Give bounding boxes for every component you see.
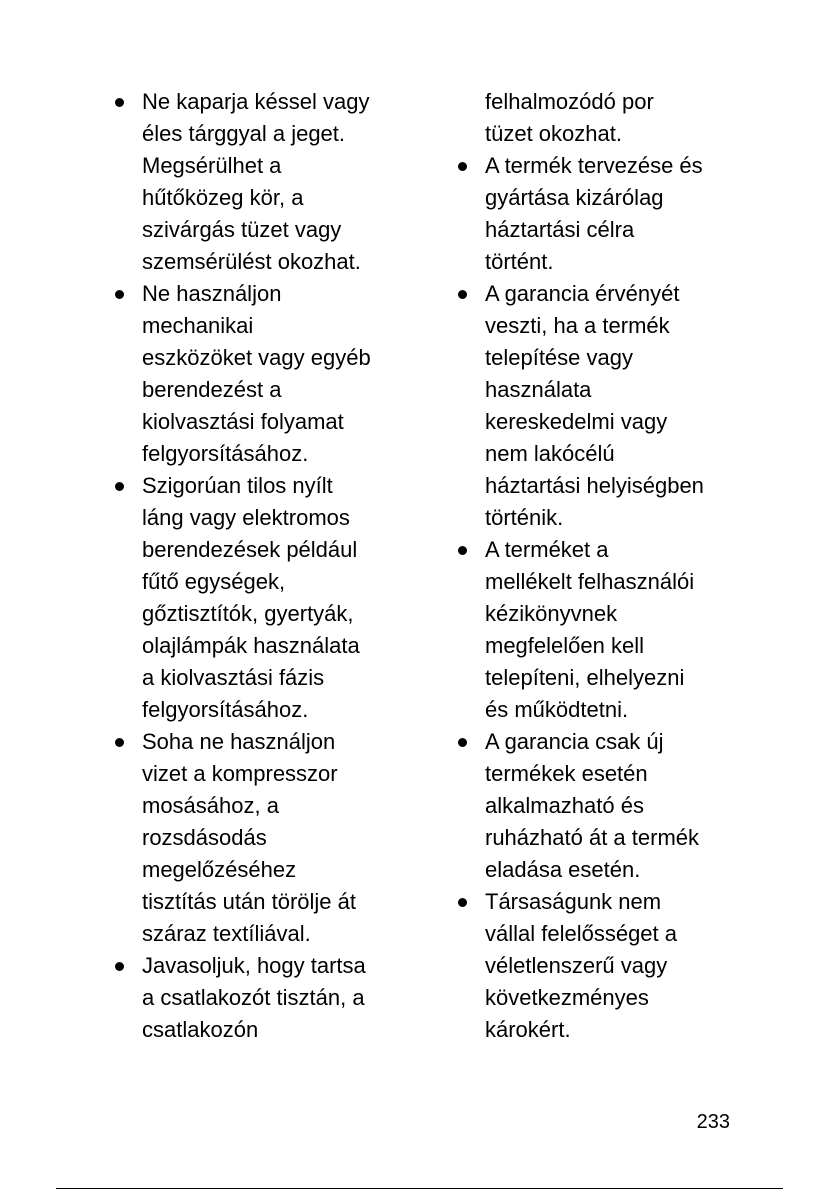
line: Soha ne használjon bbox=[142, 729, 336, 754]
line: A garancia érvényét bbox=[485, 281, 680, 306]
left-column bbox=[112, 86, 402, 1046]
line: következményes bbox=[485, 985, 649, 1010]
left-bullet-list bbox=[112, 86, 402, 1046]
line: megelőzéséhez bbox=[142, 857, 297, 882]
line: háztartási célra bbox=[485, 217, 635, 242]
right-column bbox=[455, 86, 755, 1046]
line: veszti, ha a termék bbox=[485, 313, 670, 338]
line: háztartási helyiségben bbox=[485, 473, 704, 498]
line: alkalmazható és bbox=[485, 793, 644, 818]
line: történt. bbox=[485, 249, 554, 274]
line: megfelelően kell bbox=[485, 633, 644, 658]
line: fűtő egységek, bbox=[142, 569, 286, 594]
line: csatlakozón bbox=[142, 1017, 259, 1042]
line: károkért. bbox=[485, 1017, 571, 1042]
line: nem lakócélú bbox=[485, 441, 615, 466]
line: A termék tervezése és bbox=[485, 153, 703, 178]
line: gyártása kizárólag bbox=[485, 185, 664, 210]
line: olajlámpák használata bbox=[142, 633, 360, 658]
list-item bbox=[112, 86, 402, 278]
line: a kiolvasztási fázis bbox=[142, 665, 325, 690]
line: A garancia csak új bbox=[485, 729, 664, 754]
line: kézikönyvnek bbox=[485, 601, 618, 626]
line: felgyorsításához. bbox=[142, 441, 309, 466]
list-item bbox=[455, 534, 755, 726]
line: tisztítás után törölje át bbox=[142, 889, 356, 914]
list-item bbox=[112, 950, 402, 1046]
line: szemsérülést okozhat. bbox=[142, 249, 361, 274]
list-item bbox=[455, 886, 755, 1046]
line: Megsérülhet a bbox=[142, 153, 282, 178]
line: eszközöket vagy egyéb bbox=[142, 345, 371, 370]
line: felhalmozódó por bbox=[485, 89, 654, 114]
line: telepíteni, elhelyezni bbox=[485, 665, 685, 690]
list-item bbox=[455, 150, 755, 278]
line: vizet a kompresszor bbox=[142, 761, 338, 786]
right-bullet-list bbox=[455, 150, 755, 1046]
line: használata bbox=[485, 377, 592, 402]
line: termékek esetén bbox=[485, 761, 648, 786]
line: a csatlakozót tisztán, a bbox=[142, 985, 365, 1010]
line: tüzet okozhat. bbox=[485, 121, 622, 146]
line: Társaságunk nem bbox=[485, 889, 662, 914]
line: Ne használjon bbox=[142, 281, 282, 306]
line: ruházható át a termék bbox=[485, 825, 700, 850]
line: berendezést a bbox=[142, 377, 282, 402]
page-number: 233 bbox=[696, 1111, 730, 1133]
line: eladása esetén. bbox=[485, 857, 641, 882]
line: hűtőközeg kör, a bbox=[142, 185, 304, 210]
list-item bbox=[455, 726, 755, 886]
line: véletlenszerű vagy bbox=[485, 953, 668, 978]
line: mellékelt felhasználói bbox=[485, 569, 695, 594]
line: berendezések például bbox=[142, 537, 358, 562]
list-item bbox=[112, 726, 402, 950]
line: kereskedelmi vagy bbox=[485, 409, 668, 434]
footer-divider bbox=[56, 1188, 783, 1189]
list-item bbox=[112, 278, 402, 470]
line: kiolvasztási folyamat bbox=[142, 409, 344, 434]
list-item bbox=[455, 278, 755, 534]
line: mechanikai bbox=[142, 313, 254, 338]
line: történik. bbox=[485, 505, 564, 530]
line: rozsdásodás bbox=[142, 825, 267, 850]
line: gőztisztítók, gyertyák, bbox=[142, 601, 354, 626]
line: Ne kaparja késsel vagy bbox=[142, 89, 370, 114]
line: telepítése vagy bbox=[485, 345, 633, 370]
line: A terméket a bbox=[485, 537, 609, 562]
line: mosásához, a bbox=[142, 793, 279, 818]
line: száraz textíliával. bbox=[142, 921, 311, 946]
list-item bbox=[112, 470, 402, 726]
line: és működtetni. bbox=[485, 697, 629, 722]
line: éles tárggyal a jeget. bbox=[142, 121, 346, 146]
line: vállal felelősséget a bbox=[485, 921, 678, 946]
line: Szigorúan tilos nyílt bbox=[142, 473, 333, 498]
line: szivárgás tüzet vagy bbox=[142, 217, 342, 242]
continued-text bbox=[455, 86, 755, 150]
line: felgyorsításához. bbox=[142, 697, 309, 722]
line: láng vagy elektromos bbox=[142, 505, 350, 530]
line: Javasoljuk, hogy tartsa bbox=[142, 953, 366, 978]
